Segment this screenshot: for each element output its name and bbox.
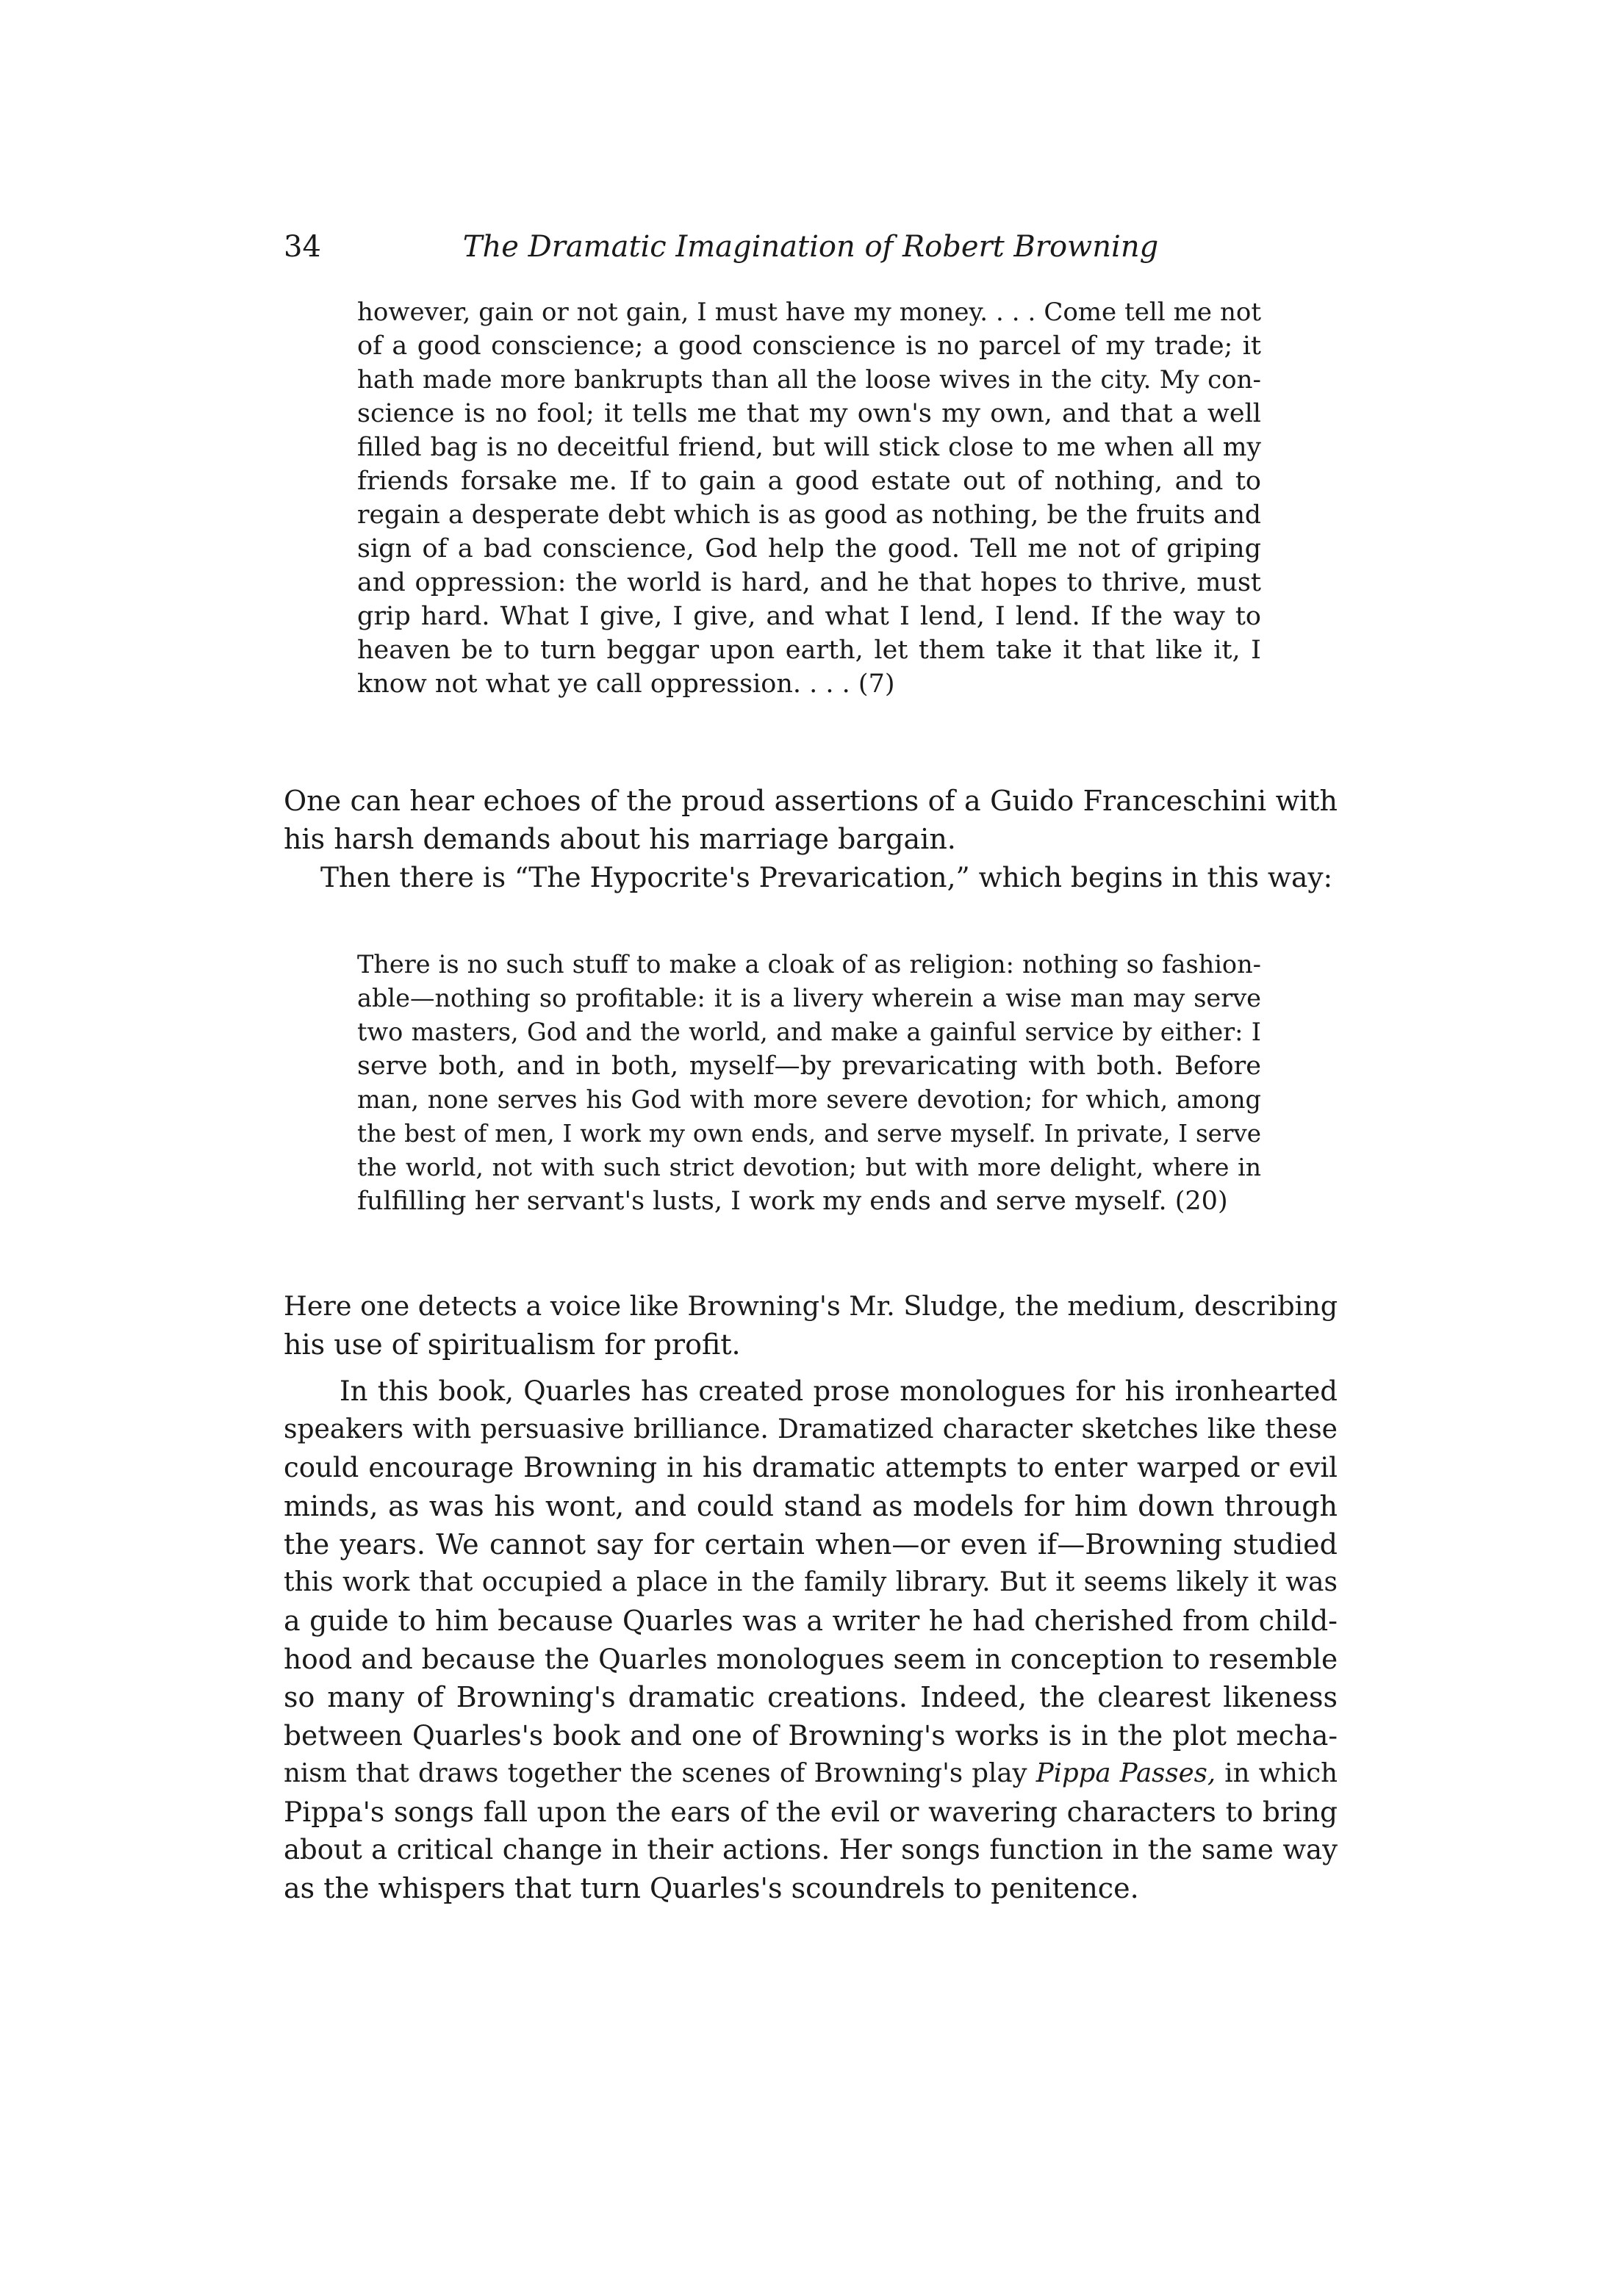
text-line [284,1755,1338,1793]
text-line: hood and because the Quarles monologues seem in conception to resemble [284,1643,1338,1675]
quote-line: two masters, God and the world, and make a gainful service by either: I [357,1018,1261,1046]
text-line: Pippa's songs fall upon the ears of the evil or wavering characters to bring [284,1796,1338,1828]
running-head [284,225,1338,269]
text-segment: in which [1216,1758,1338,1788]
quote-line: heaven be to turn beggar upon earth, let them take it that like it, I [357,636,1261,665]
text-line: about a critical change in their actions. Her songs function in the same way [284,1834,1338,1865]
quote-line: fulfilling her servant's lusts, I work my ends and serve myself. (20) [357,1187,1228,1216]
quote-line: however, gain or not gain, I must have my money. . . . Come tell me not [357,298,1261,327]
text-line: the years. We cannot say for certain when—or even if—Browning studied [284,1528,1338,1561]
book-title-italic: Pippa Passes, [1035,1758,1216,1788]
text-line: as the whispers that turn Quarles's scoundrels to penitence. [284,1872,1139,1904]
quote-line: the world, not with such strict devotion; but with more delight, where in [357,1153,1261,1181]
text-line: Then there is “The Hypocrite's Prevarication,” which begins in this way: [320,861,1333,893]
quote-line: able—nothing so profitable: it is a livery wherein a wise man may serve [357,984,1261,1012]
text-segment: nism that draws together the scenes of Browning's play [284,1758,1036,1788]
text-line: this work that occupied a place in the family library. But it seems likely it was [284,1567,1338,1597]
quote-line: friends forsake me. If to gain a good estate out of nothing, and to [357,467,1261,496]
text-line: his harsh demands about his marriage bargain. [284,823,956,855]
text-line: One can hear echoes of the proud assertions of a Guido Franceschini with [284,785,1338,817]
quote-line: grip hard. What I give, I give, and what I lend, I lend. If the way to [357,602,1261,631]
quote-line: sign of a bad conscience, God help the good. Tell me not of griping [357,534,1261,564]
quote-line: man, none serves his God with more severe devotion; for which, among [357,1085,1261,1114]
quote-line: filled bag is no deceitful friend, but will stick close to me when all my [357,433,1261,462]
quote-line: know not what ye call oppression. . . . (7) [357,669,895,699]
text-line: Here one detects a voice like Browning's Mr. Sludge, the medium, describing [284,1290,1338,1322]
quote-line: hath made more bankrupts than all the loose wives in the city. My con- [357,365,1261,395]
text-line: so many of Browning's dramatic creations. Indeed, the clearest likeness [284,1681,1338,1713]
quote-line: regain a desperate debt which is as good as nothing, be the fruits and [357,500,1261,530]
text-line: In this book, Quarles has created prose monologues for his ironhearted [340,1375,1338,1407]
text-line: his use of spiritualism for profit. [284,1328,741,1361]
text-line: a guide to him because Quarles was a writer he had cherished from child- [284,1605,1338,1637]
page-number: 34 [284,230,321,264]
quote-line: serve both, and in both, myself—by prevaricating with both. Before [357,1051,1261,1081]
quote-line: There is no such stuff to make a cloak of as religion: nothing so fashion- [357,950,1261,979]
quote-line: science is no fool; it tells me that my own's my own, and that a well [357,399,1261,428]
quote-line: the best of men, I work my own ends, and serve myself. In private, I serve [357,1120,1261,1148]
text-line: minds, as was his wont, and could stand as models for him down through [284,1490,1338,1522]
text-line: speakers with persuasive brilliance. Dramatized character sketches like these [284,1414,1338,1444]
quote-line: of a good conscience; a good conscience is no parcel of my trade; it [357,331,1261,361]
text-line: between Quarles's book and one of Browning's works is in the plot mecha- [284,1719,1338,1752]
text-line: could encourage Browning in his dramatic attempts to enter warped or evil [284,1452,1338,1483]
quote-line: and oppression: the world is hard, and he that hopes to thrive, must [357,568,1261,597]
running-title: The Dramatic Imagination of Robert Browning [462,230,1159,264]
